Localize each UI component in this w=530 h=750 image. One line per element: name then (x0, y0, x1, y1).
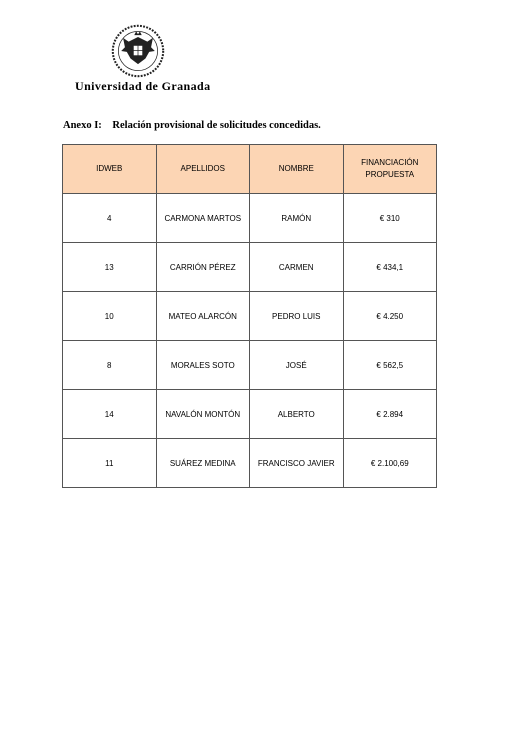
cell-idweb: 11 (63, 439, 157, 488)
column-header-nombre: NOMBRE (250, 145, 344, 194)
cell-apellidos: MORALES SOTO (156, 341, 250, 390)
cell-nombre: PEDRO LUIS (250, 292, 344, 341)
cell-idweb: 14 (63, 390, 157, 439)
table-row (63, 194, 437, 243)
column-header-financiacion: FINANCIACIÓN PROPUESTA (343, 145, 437, 194)
column-header-apellidos: APELLIDOS (156, 145, 250, 194)
university-name: Universidad de Granada (75, 79, 211, 93)
cell-financiacion: € 2.894 (343, 390, 437, 439)
cell-financiacion: € 434,1 (343, 243, 437, 292)
cell-nombre: FRANCISCO JAVIER (250, 439, 344, 488)
cell-nombre: JOSÉ (250, 341, 344, 390)
cell-financiacion: € 4.250 (343, 292, 437, 341)
cell-nombre: ALBERTO (250, 390, 344, 439)
table-row (63, 243, 437, 292)
cell-apellidos: CARRIÓN PÉREZ (156, 243, 250, 292)
table-row (63, 439, 437, 488)
university-seal-logo (110, 23, 166, 79)
cell-financiacion: € 310 (343, 194, 437, 243)
cell-idweb: 8 (63, 341, 157, 390)
cell-apellidos: NAVALÓN MONTÓN (156, 390, 250, 439)
cell-apellidos: CARMONA MARTOS (156, 194, 250, 243)
cell-apellidos: MATEO ALARCÓN (156, 292, 250, 341)
annex-heading (63, 120, 321, 131)
annex-label: Anexo I: (63, 120, 102, 131)
cell-apellidos: SUÁREZ MEDINA (156, 439, 250, 488)
table-row (63, 390, 437, 439)
grants-table (62, 144, 437, 488)
table-header-row (63, 145, 437, 194)
cell-idweb: 10 (63, 292, 157, 341)
table-row (63, 341, 437, 390)
column-header-idweb: IDWEB (63, 145, 157, 194)
cell-financiacion: € 2.100,69 (343, 439, 437, 488)
cell-nombre: CARMEN (250, 243, 344, 292)
cell-idweb: 4 (63, 194, 157, 243)
cell-idweb: 13 (63, 243, 157, 292)
annex-title: Relación provisional de solicitudes concedidas. (112, 120, 321, 131)
table-row (63, 292, 437, 341)
cell-nombre: RAMÓN (250, 194, 344, 243)
cell-financiacion: € 562,5 (343, 341, 437, 390)
